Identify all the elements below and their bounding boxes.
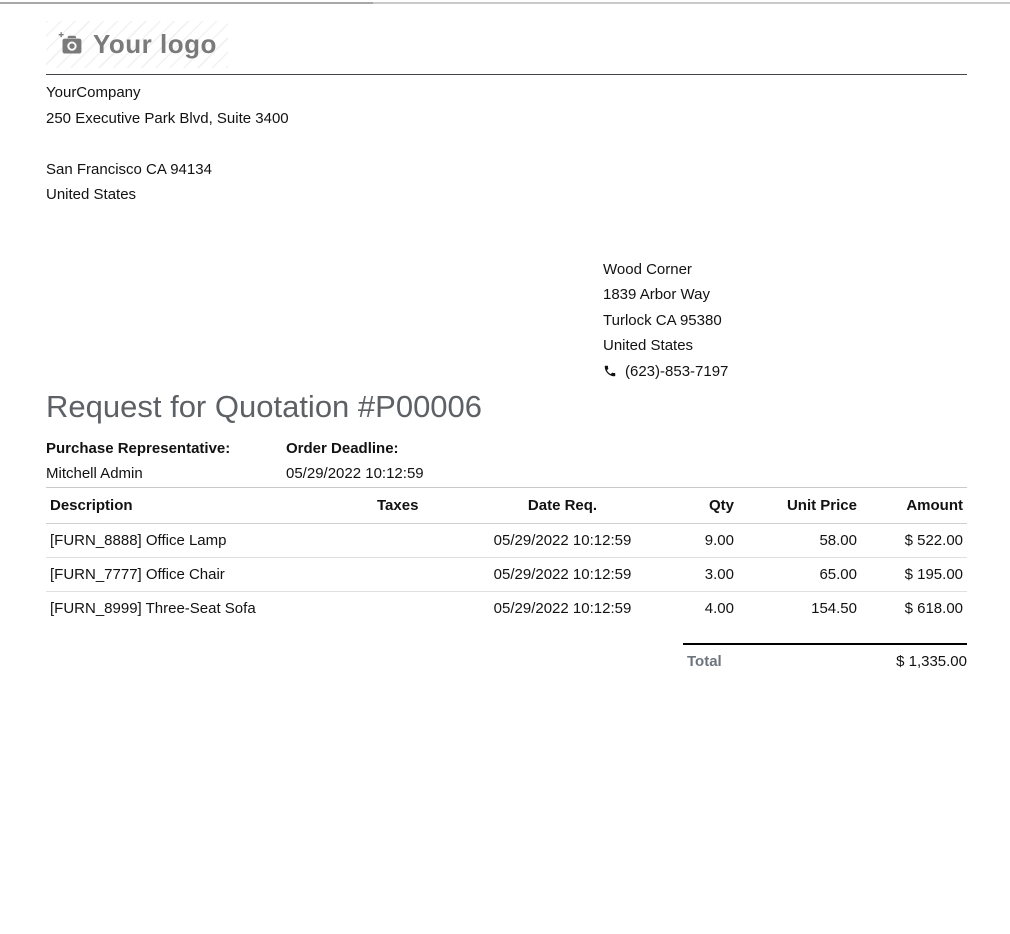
top-divider: [0, 2, 1010, 4]
page-title: Request for Quotation #P00006: [46, 389, 483, 424]
order-lines-table: [46, 487, 967, 625]
company-country: United States: [46, 186, 137, 203]
vendor-phone: (623)-853-7197: [625, 362, 729, 380]
company-logo: [46, 21, 228, 68]
col-header-date-req: Date Req.: [433, 488, 692, 524]
vendor-street: 1839 Arbor Way: [603, 286, 710, 303]
cell-qty: 9.00: [704, 532, 734, 549]
cell-unit-price: 58.00: [819, 532, 857, 549]
cell-taxes: [373, 524, 433, 558]
vendor-address: [603, 257, 967, 385]
vendor-phone-line: [603, 359, 967, 385]
col-header-description: Description: [46, 488, 373, 524]
company-city: San Francisco CA 94134: [46, 160, 212, 178]
cell-description: [FURN_8888] Office Lamp: [50, 532, 227, 549]
table-row: [46, 558, 967, 592]
cell-amount: $ 618.00: [904, 600, 963, 617]
cell-amount: $ 195.00: [904, 566, 963, 583]
order-deadline-label: Order Deadline:: [286, 440, 399, 457]
vendor-name: Wood Corner: [603, 260, 692, 278]
logo-text: Your logo: [93, 29, 217, 59]
col-header-taxes: Taxes: [373, 488, 433, 524]
address-spacer: [46, 131, 967, 157]
company-address: [46, 80, 967, 208]
cell-qty: 4.00: [704, 600, 734, 617]
order-deadline-block: [286, 440, 424, 482]
cell-date-req: 05/29/2022 10:12:59: [493, 532, 632, 549]
cell-description: [FURN_7777] Office Chair: [50, 566, 225, 583]
cell-qty: 3.00: [704, 566, 734, 583]
cell-description: [FURN_8999] Three-Seat Sofa: [50, 600, 256, 617]
table-row: [46, 592, 967, 626]
camera-icon: [57, 31, 84, 58]
total-row: [683, 643, 967, 670]
purchase-representative-block: [46, 440, 286, 482]
cell-taxes: [373, 558, 433, 592]
cell-date-req: 05/29/2022 10:12:59: [493, 600, 632, 617]
cell-taxes: [373, 592, 433, 626]
table-header-row: [46, 488, 967, 524]
vendor-city: Turlock CA 95380: [603, 311, 722, 329]
col-header-unit-price: Unit Price: [738, 488, 861, 524]
purchase-representative-label: Purchase Representative:: [46, 440, 231, 457]
header-divider: [46, 74, 967, 75]
order-deadline-value: 05/29/2022 10:12:59: [286, 465, 424, 482]
vendor-country: United States: [603, 337, 694, 354]
purchase-representative-value: Mitchell Admin: [46, 465, 143, 482]
cell-date-req: 05/29/2022 10:12:59: [493, 566, 632, 583]
table-row: [46, 524, 967, 558]
col-header-qty: Qty: [692, 488, 738, 524]
total-value: $ 1,335.00: [896, 653, 967, 670]
cell-unit-price: 154.50: [811, 600, 857, 617]
cell-amount: $ 522.00: [904, 532, 963, 549]
company-street: 250 Executive Park Blvd, Suite 3400: [46, 109, 289, 127]
total-label: Total: [687, 653, 722, 670]
order-meta: [46, 440, 967, 482]
col-header-amount: Amount: [861, 488, 967, 524]
phone-icon: [603, 364, 617, 378]
cell-unit-price: 65.00: [819, 566, 857, 583]
company-name: YourCompany: [46, 84, 141, 101]
